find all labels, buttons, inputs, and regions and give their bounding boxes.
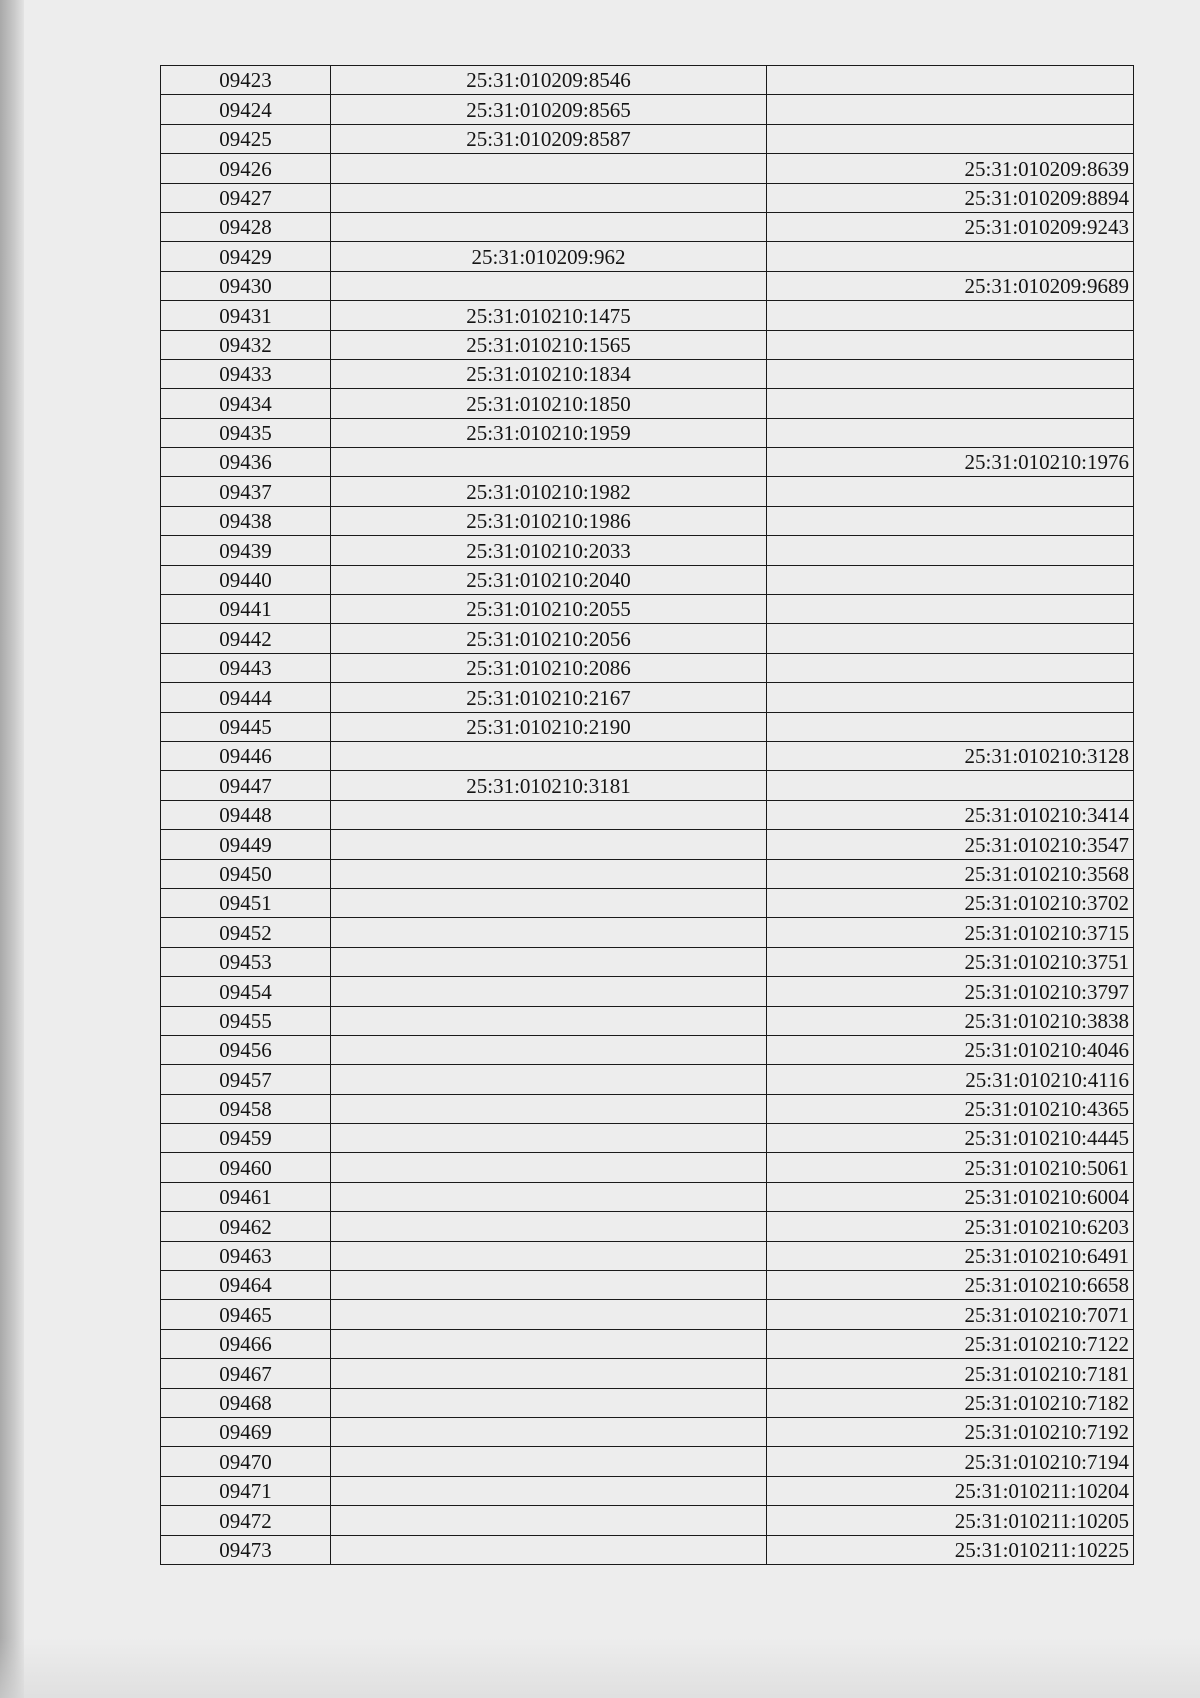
cadastral-number-cell-left: 25:31:010210:3181: [331, 771, 767, 800]
cadastral-number-cell-left: 25:31:010210:1850: [331, 389, 767, 418]
cadastral-number-cell-left: [331, 1035, 767, 1064]
cadastral-number-cell-left: [331, 1476, 767, 1505]
cadastral-number-cell-left: [331, 1241, 767, 1270]
cadastral-number-cell-right: 25:31:010210:4116: [767, 1065, 1134, 1094]
cadastral-number-cell-left: [331, 859, 767, 888]
row-number-cell: 09435: [161, 418, 331, 447]
table-row: [161, 1447, 1134, 1476]
cadastral-number-cell-left: 25:31:010210:1959: [331, 418, 767, 447]
cadastral-number-cell-left: [331, 977, 767, 1006]
cadastral-number-cell-left: 25:31:010210:2190: [331, 712, 767, 741]
cadastral-number-cell-left: 25:31:010210:2040: [331, 565, 767, 594]
cadastral-number-cell-right: 25:31:010209:8639: [767, 154, 1134, 183]
cadastral-number-cell-right: 25:31:010210:7192: [767, 1417, 1134, 1446]
table-row: [161, 1065, 1134, 1094]
cadastral-number-cell-left: [331, 1447, 767, 1476]
cadastral-number-cell-left: [331, 1124, 767, 1153]
cadastral-number-cell-right: 25:31:010210:3568: [767, 859, 1134, 888]
table-row: [161, 595, 1134, 624]
row-number-cell: 09443: [161, 653, 331, 682]
cadastral-number-cell-left: [331, 947, 767, 976]
row-number-cell: 09430: [161, 271, 331, 300]
row-number-cell: 09469: [161, 1417, 331, 1446]
row-number-cell: 09470: [161, 1447, 331, 1476]
row-number-cell: 09459: [161, 1124, 331, 1153]
table-row: [161, 1506, 1134, 1535]
row-number-cell: 09461: [161, 1182, 331, 1211]
table-row: [161, 830, 1134, 859]
cadastral-number-cell-left: [331, 1506, 767, 1535]
table-row: [161, 1329, 1134, 1358]
table-row: [161, 712, 1134, 741]
cadastral-number-cell-left: 25:31:010210:2086: [331, 653, 767, 682]
cadastral-number-cell-right: 25:31:010210:3547: [767, 830, 1134, 859]
cadastral-number-cell-right: 25:31:010210:3797: [767, 977, 1134, 1006]
table-row: [161, 389, 1134, 418]
table-row: [161, 1300, 1134, 1329]
cadastral-number-cell-left: [331, 212, 767, 241]
cadastral-number-cell-right: 25:31:010210:5061: [767, 1153, 1134, 1182]
row-number-cell: 09428: [161, 212, 331, 241]
table-row: [161, 66, 1134, 95]
row-number-cell: 09473: [161, 1535, 331, 1564]
row-number-cell: 09464: [161, 1271, 331, 1300]
cadastral-number-cell-left: [331, 154, 767, 183]
cadastral-number-cell-right: [767, 506, 1134, 535]
cadastral-number-cell-right: [767, 359, 1134, 388]
cadastral-number-cell-left: [331, 1212, 767, 1241]
cadastral-number-cell-right: [767, 712, 1134, 741]
cadastral-number-cell-right: [767, 536, 1134, 565]
table-row: [161, 1035, 1134, 1064]
row-number-cell: 09468: [161, 1388, 331, 1417]
table-row: [161, 1535, 1134, 1564]
row-number-cell: 09424: [161, 95, 331, 124]
row-number-cell: 09467: [161, 1359, 331, 1388]
cadastral-number-cell-left: [331, 830, 767, 859]
row-number-cell: 09472: [161, 1506, 331, 1535]
row-number-cell: 09463: [161, 1241, 331, 1270]
table-row: [161, 1182, 1134, 1211]
table-row: [161, 271, 1134, 300]
cadastral-number-cell-left: [331, 918, 767, 947]
cadastral-number-cell-right: 25:31:010210:4365: [767, 1094, 1134, 1123]
row-number-cell: 09453: [161, 947, 331, 976]
cadastral-number-cell-right: 25:31:010210:3715: [767, 918, 1134, 947]
table-row: [161, 1359, 1134, 1388]
cadastral-number-cell-right: [767, 624, 1134, 653]
table-row: [161, 565, 1134, 594]
row-number-cell: 09444: [161, 683, 331, 712]
row-number-cell: 09441: [161, 595, 331, 624]
row-number-cell: 09442: [161, 624, 331, 653]
table-row: [161, 1006, 1134, 1035]
row-number-cell: 09448: [161, 800, 331, 829]
cadastral-number-cell-right: 25:31:010209:9689: [767, 271, 1134, 300]
cadastral-number-cell-right: [767, 66, 1134, 95]
table-row: [161, 212, 1134, 241]
cadastral-number-cell-left: 25:31:010210:1565: [331, 330, 767, 359]
table-row: [161, 624, 1134, 653]
cadastral-number-cell-right: [767, 653, 1134, 682]
cadastral-number-cell-left: [331, 1417, 767, 1446]
table-row: [161, 477, 1134, 506]
row-number-cell: 09439: [161, 536, 331, 565]
cadastral-number-cell-right: [767, 389, 1134, 418]
row-number-cell: 09423: [161, 66, 331, 95]
cadastral-number-cell-right: 25:31:010210:4445: [767, 1124, 1134, 1153]
cadastral-number-cell-right: 25:31:010210:3414: [767, 800, 1134, 829]
cadastral-number-cell-right: [767, 124, 1134, 153]
cadastral-number-cell-right: 25:31:010210:3128: [767, 741, 1134, 770]
cadastral-number-cell-right: 25:31:010210:7181: [767, 1359, 1134, 1388]
row-number-cell: 09429: [161, 242, 331, 271]
cadastral-number-cell-left: [331, 271, 767, 300]
table-row: [161, 741, 1134, 770]
table-row: [161, 859, 1134, 888]
row-number-cell: 09466: [161, 1329, 331, 1358]
cadastral-number-cell-left: [331, 448, 767, 477]
cadastral-number-cell-right: 25:31:010211:10205: [767, 1506, 1134, 1535]
table-row: [161, 1153, 1134, 1182]
row-number-cell: 09440: [161, 565, 331, 594]
cadastral-number-cell-right: 25:31:010210:7122: [767, 1329, 1134, 1358]
table-row: [161, 95, 1134, 124]
row-number-cell: 09445: [161, 712, 331, 741]
row-number-cell: 09462: [161, 1212, 331, 1241]
row-number-cell: 09427: [161, 183, 331, 212]
cadastral-number-cell-right: [767, 565, 1134, 594]
table-row: [161, 683, 1134, 712]
cadastral-number-cell-left: [331, 1094, 767, 1123]
row-number-cell: 09452: [161, 918, 331, 947]
cadastral-number-cell-left: 25:31:010210:2033: [331, 536, 767, 565]
row-number-cell: 09458: [161, 1094, 331, 1123]
cadastral-number-cell-left: [331, 1300, 767, 1329]
cadastral-number-cell-left: 25:31:010210:1475: [331, 301, 767, 330]
cadastral-number-cell-right: [767, 595, 1134, 624]
table-row: [161, 653, 1134, 682]
table-row: [161, 1212, 1134, 1241]
row-number-cell: 09432: [161, 330, 331, 359]
row-number-cell: 09436: [161, 448, 331, 477]
cadastral-number-cell-right: 25:31:010210:6491: [767, 1241, 1134, 1270]
cadastral-number-cell-left: [331, 741, 767, 770]
table-row: [161, 977, 1134, 1006]
cadastral-number-cell-right: [767, 242, 1134, 271]
cadastral-number-cell-left: 25:31:010210:1834: [331, 359, 767, 388]
cadastral-number-cell-right: 25:31:010209:9243: [767, 212, 1134, 241]
row-number-cell: 09449: [161, 830, 331, 859]
table-row: [161, 1094, 1134, 1123]
table-row: [161, 1388, 1134, 1417]
cadastral-number-cell-left: 25:31:010209:8565: [331, 95, 767, 124]
cadastral-number-cell-right: 25:31:010210:7182: [767, 1388, 1134, 1417]
row-number-cell: 09471: [161, 1476, 331, 1505]
row-number-cell: 09451: [161, 888, 331, 917]
cadastral-number-cell-left: [331, 183, 767, 212]
table-row: [161, 418, 1134, 447]
cadastral-number-cell-left: 25:31:010209:8587: [331, 124, 767, 153]
cadastral-number-cell-right: [767, 330, 1134, 359]
table-row: [161, 242, 1134, 271]
cadastral-number-cell-left: 25:31:010210:2167: [331, 683, 767, 712]
table-row: [161, 1271, 1134, 1300]
cadastral-number-cell-left: [331, 1388, 767, 1417]
cadastral-number-cell-left: 25:31:010210:2055: [331, 595, 767, 624]
table-row: [161, 506, 1134, 535]
cadastral-number-table: [160, 65, 1134, 1565]
cadastral-number-cell-left: [331, 1006, 767, 1035]
row-number-cell: 09457: [161, 1065, 331, 1094]
cadastral-number-cell-right: 25:31:010209:8894: [767, 183, 1134, 212]
cadastral-number-cell-right: 25:31:010210:3702: [767, 888, 1134, 917]
table-row: [161, 888, 1134, 917]
table-body: [161, 66, 1134, 1565]
row-number-cell: 09450: [161, 859, 331, 888]
row-number-cell: 09426: [161, 154, 331, 183]
table-row: [161, 1476, 1134, 1505]
cadastral-number-cell-right: 25:31:010210:1976: [767, 448, 1134, 477]
table-row: [161, 771, 1134, 800]
table-row: [161, 536, 1134, 565]
row-number-cell: 09454: [161, 977, 331, 1006]
cadastral-number-cell-right: [767, 418, 1134, 447]
table-row: [161, 359, 1134, 388]
cadastral-number-cell-right: [767, 301, 1134, 330]
row-number-cell: 09446: [161, 741, 331, 770]
row-number-cell: 09437: [161, 477, 331, 506]
cadastral-number-cell-left: 25:31:010210:1982: [331, 477, 767, 506]
cadastral-number-cell-right: 25:31:010210:7194: [767, 1447, 1134, 1476]
row-number-cell: 09465: [161, 1300, 331, 1329]
table-row: [161, 918, 1134, 947]
row-number-cell: 09447: [161, 771, 331, 800]
row-number-cell: 09434: [161, 389, 331, 418]
cadastral-number-cell-left: [331, 1329, 767, 1358]
cadastral-number-cell-right: [767, 683, 1134, 712]
row-number-cell: 09433: [161, 359, 331, 388]
cadastral-number-cell-left: [331, 1535, 767, 1564]
table-row: [161, 1241, 1134, 1270]
cadastral-number-cell-right: 25:31:010210:6203: [767, 1212, 1134, 1241]
cadastral-number-cell-left: [331, 1182, 767, 1211]
cadastral-number-cell-left: [331, 1065, 767, 1094]
table-row: [161, 448, 1134, 477]
cadastral-number-cell-right: 25:31:010210:7071: [767, 1300, 1134, 1329]
table-row: [161, 800, 1134, 829]
row-number-cell: 09431: [161, 301, 331, 330]
table-row: [161, 183, 1134, 212]
row-number-cell: 09460: [161, 1153, 331, 1182]
row-number-cell: 09455: [161, 1006, 331, 1035]
table-row: [161, 301, 1134, 330]
cadastral-number-cell-left: 25:31:010209:962: [331, 242, 767, 271]
cadastral-number-cell-right: [767, 477, 1134, 506]
cadastral-number-cell-right: [767, 771, 1134, 800]
cadastral-number-cell-right: 25:31:010210:3751: [767, 947, 1134, 976]
cadastral-number-cell-right: 25:31:010211:10204: [767, 1476, 1134, 1505]
cadastral-number-cell-left: 25:31:010210:2056: [331, 624, 767, 653]
cadastral-number-cell-left: [331, 800, 767, 829]
cadastral-number-cell-left: 25:31:010210:1986: [331, 506, 767, 535]
cadastral-number-cell-right: 25:31:010210:6004: [767, 1182, 1134, 1211]
cadastral-number-cell-right: 25:31:010210:4046: [767, 1035, 1134, 1064]
table-row: [161, 330, 1134, 359]
row-number-cell: 09425: [161, 124, 331, 153]
cadastral-number-cell-left: 25:31:010209:8546: [331, 66, 767, 95]
table-row: [161, 947, 1134, 976]
row-number-cell: 09438: [161, 506, 331, 535]
table-row: [161, 124, 1134, 153]
table-row: [161, 1124, 1134, 1153]
row-number-cell: 09456: [161, 1035, 331, 1064]
cadastral-number-cell-right: 25:31:010210:6658: [767, 1271, 1134, 1300]
table-row: [161, 1417, 1134, 1446]
cadastral-number-cell-right: 25:31:010210:3838: [767, 1006, 1134, 1035]
cadastral-number-cell-right: 25:31:010211:10225: [767, 1535, 1134, 1564]
table-row: [161, 154, 1134, 183]
cadastral-number-cell-left: [331, 888, 767, 917]
cadastral-number-cell-left: [331, 1271, 767, 1300]
cadastral-number-cell-left: [331, 1153, 767, 1182]
cadastral-number-cell-left: [331, 1359, 767, 1388]
cadastral-number-cell-right: [767, 95, 1134, 124]
